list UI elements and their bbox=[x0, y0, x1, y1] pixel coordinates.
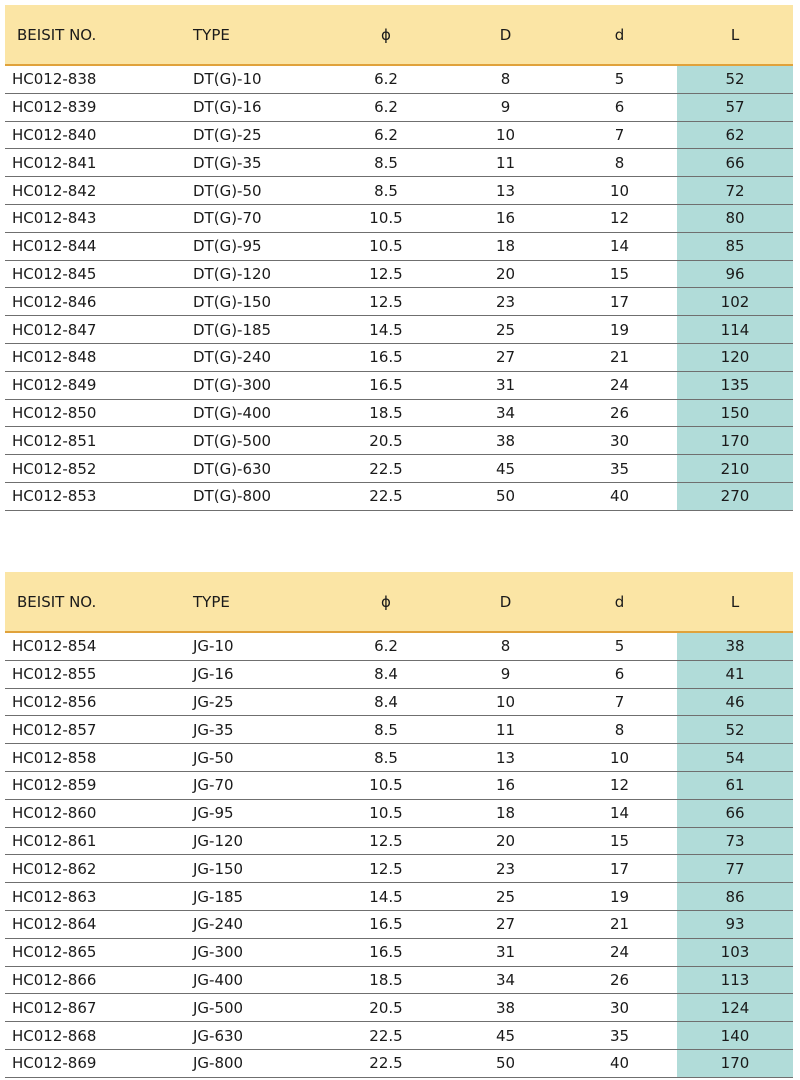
header-l: L bbox=[730, 25, 740, 44]
cell-beisit-no: HC012-865 bbox=[12, 943, 97, 962]
table-row bbox=[5, 149, 793, 177]
cell-type: DT(G)-16 bbox=[193, 98, 262, 117]
cell-d-lower: 17 bbox=[609, 292, 630, 311]
table-row bbox=[5, 233, 793, 261]
cell-d-upper: 10 bbox=[495, 125, 516, 144]
header-beisit-no: BEISIT NO. bbox=[17, 25, 97, 44]
table-row bbox=[5, 994, 793, 1022]
cell-beisit-no: HC012-846 bbox=[12, 292, 97, 311]
cell-l: 140 bbox=[677, 1022, 793, 1049]
header-type: TYPE bbox=[193, 25, 230, 44]
cell-l: 61 bbox=[677, 772, 793, 799]
cell-beisit-no: HC012-838 bbox=[12, 70, 97, 89]
cell-l: 103 bbox=[677, 939, 793, 966]
cell-phi: 12.5 bbox=[369, 292, 403, 311]
cell-beisit-no: HC012-860 bbox=[12, 804, 97, 823]
cell-l: 96 bbox=[677, 261, 793, 288]
header-d-upper: D bbox=[499, 592, 512, 611]
table-row bbox=[5, 883, 793, 911]
cell-d-lower: 6 bbox=[614, 98, 625, 117]
table-header bbox=[5, 572, 793, 633]
cell-l: 270 bbox=[677, 483, 793, 510]
cell-l: 66 bbox=[677, 149, 793, 176]
cell-d-lower: 15 bbox=[609, 831, 630, 850]
cell-phi: 22.5 bbox=[369, 459, 403, 478]
cell-l: 38 bbox=[677, 633, 793, 660]
header-d-upper: D bbox=[499, 25, 512, 44]
cell-type: DT(G)-10 bbox=[193, 70, 262, 89]
cell-l: 80 bbox=[677, 205, 793, 232]
cell-l: 150 bbox=[677, 400, 793, 427]
header-phi: ϕ bbox=[381, 25, 391, 44]
cell-d-lower: 7 bbox=[614, 125, 625, 144]
cell-l: 62 bbox=[677, 122, 793, 149]
cell-beisit-no: HC012-859 bbox=[12, 776, 97, 795]
cell-phi: 10.5 bbox=[369, 237, 403, 256]
cell-beisit-no: HC012-863 bbox=[12, 887, 97, 906]
cell-d-upper: 20 bbox=[495, 831, 516, 850]
cell-type: DT(G)-150 bbox=[193, 292, 272, 311]
cell-type: DT(G)-630 bbox=[193, 459, 272, 478]
cell-type: JG-400 bbox=[193, 970, 244, 989]
cell-beisit-no: HC012-847 bbox=[12, 320, 97, 339]
table-row bbox=[5, 316, 793, 344]
cell-d-upper: 45 bbox=[495, 1026, 516, 1045]
table-row bbox=[5, 288, 793, 316]
cell-d-upper: 34 bbox=[495, 970, 516, 989]
cell-l: 124 bbox=[677, 994, 793, 1021]
cell-phi: 14.5 bbox=[369, 887, 403, 906]
cell-d-lower: 35 bbox=[609, 1026, 630, 1045]
cell-d-lower: 8 bbox=[614, 720, 625, 739]
cell-phi: 10.5 bbox=[369, 804, 403, 823]
cell-l: 72 bbox=[677, 177, 793, 204]
cell-d-upper: 31 bbox=[495, 943, 516, 962]
cell-d-upper: 13 bbox=[495, 748, 516, 767]
cell-type: DT(G)-240 bbox=[193, 348, 272, 367]
header-d-lower: d bbox=[614, 592, 625, 611]
cell-beisit-no: HC012-856 bbox=[12, 692, 97, 711]
table-row bbox=[5, 177, 793, 205]
table-row bbox=[5, 400, 793, 428]
cell-d-upper: 16 bbox=[495, 209, 516, 228]
cell-beisit-no: HC012-853 bbox=[12, 487, 97, 506]
cell-phi: 12.5 bbox=[369, 859, 403, 878]
table-row bbox=[5, 633, 793, 661]
table-row bbox=[5, 828, 793, 856]
cell-l: 135 bbox=[677, 372, 793, 399]
cell-type: DT(G)-500 bbox=[193, 431, 272, 450]
cell-d-upper: 11 bbox=[495, 720, 516, 739]
cell-l: 93 bbox=[677, 911, 793, 938]
table-row bbox=[5, 122, 793, 150]
cell-beisit-no: HC012-849 bbox=[12, 376, 97, 395]
cell-d-upper: 9 bbox=[500, 665, 511, 684]
cell-phi: 22.5 bbox=[369, 1054, 403, 1073]
table-row bbox=[5, 1050, 793, 1078]
cell-phi: 18.5 bbox=[369, 970, 403, 989]
table-body bbox=[5, 66, 793, 511]
table-header bbox=[5, 5, 793, 66]
cell-d-upper: 38 bbox=[495, 998, 516, 1017]
cell-d-upper: 11 bbox=[495, 153, 516, 172]
cell-d-lower: 19 bbox=[609, 887, 630, 906]
cell-d-upper: 27 bbox=[495, 348, 516, 367]
table-row bbox=[5, 800, 793, 828]
cell-type: DT(G)-300 bbox=[193, 376, 272, 395]
cell-type: JG-120 bbox=[193, 831, 244, 850]
table-row bbox=[5, 661, 793, 689]
cell-beisit-no: HC012-857 bbox=[12, 720, 97, 739]
cell-d-upper: 23 bbox=[495, 292, 516, 311]
cell-phi: 6.2 bbox=[374, 70, 398, 89]
cell-type: DT(G)-95 bbox=[193, 237, 262, 256]
cell-l: 57 bbox=[677, 94, 793, 121]
cell-type: JG-70 bbox=[193, 776, 234, 795]
header-type: TYPE bbox=[193, 592, 230, 611]
cell-l: 77 bbox=[677, 855, 793, 882]
cell-phi: 18.5 bbox=[369, 403, 403, 422]
cell-d-lower: 14 bbox=[609, 804, 630, 823]
cell-d-upper: 34 bbox=[495, 403, 516, 422]
cell-phi: 10.5 bbox=[369, 776, 403, 795]
cell-d-lower: 40 bbox=[609, 1054, 630, 1073]
table-row bbox=[5, 689, 793, 717]
cell-d-lower: 10 bbox=[609, 181, 630, 200]
cell-beisit-no: HC012-868 bbox=[12, 1026, 97, 1045]
cell-d-upper: 27 bbox=[495, 915, 516, 934]
cell-phi: 6.2 bbox=[374, 125, 398, 144]
cell-l: 46 bbox=[677, 689, 793, 716]
cell-d-lower: 30 bbox=[609, 998, 630, 1017]
cell-type: JG-95 bbox=[193, 804, 234, 823]
cell-phi: 12.5 bbox=[369, 831, 403, 850]
cell-type: DT(G)-400 bbox=[193, 403, 272, 422]
cell-d-upper: 9 bbox=[500, 98, 511, 117]
header-l: L bbox=[730, 592, 740, 611]
cell-type: JG-800 bbox=[193, 1054, 244, 1073]
cell-d-lower: 19 bbox=[609, 320, 630, 339]
header-phi: ϕ bbox=[381, 592, 391, 611]
table-row bbox=[5, 772, 793, 800]
cell-phi: 6.2 bbox=[374, 98, 398, 117]
cell-beisit-no: HC012-839 bbox=[12, 98, 97, 117]
cell-type: DT(G)-35 bbox=[193, 153, 262, 172]
cell-d-lower: 30 bbox=[609, 431, 630, 450]
cell-d-upper: 13 bbox=[495, 181, 516, 200]
cell-l: 52 bbox=[677, 66, 793, 93]
header-beisit-no: BEISIT NO. bbox=[17, 592, 97, 611]
cell-phi: 8.4 bbox=[374, 665, 398, 684]
cell-type: JG-50 bbox=[193, 748, 234, 767]
cell-type: DT(G)-50 bbox=[193, 181, 262, 200]
cell-l: 120 bbox=[677, 344, 793, 371]
cell-beisit-no: HC012-869 bbox=[12, 1054, 97, 1073]
cell-d-lower: 17 bbox=[609, 859, 630, 878]
cell-type: DT(G)-185 bbox=[193, 320, 272, 339]
cell-beisit-no: HC012-852 bbox=[12, 459, 97, 478]
cell-type: JG-16 bbox=[193, 665, 234, 684]
cell-l: 41 bbox=[677, 661, 793, 688]
cell-phi: 14.5 bbox=[369, 320, 403, 339]
cell-l: 102 bbox=[677, 288, 793, 315]
cell-d-lower: 26 bbox=[609, 403, 630, 422]
cell-beisit-no: HC012-844 bbox=[12, 237, 97, 256]
cell-type: DT(G)-800 bbox=[193, 487, 272, 506]
cell-beisit-no: HC012-854 bbox=[12, 637, 97, 656]
cell-beisit-no: HC012-858 bbox=[12, 748, 97, 767]
cell-beisit-no: HC012-867 bbox=[12, 998, 97, 1017]
cell-l: 66 bbox=[677, 800, 793, 827]
table-row bbox=[5, 483, 793, 511]
cell-type: JG-35 bbox=[193, 720, 234, 739]
cell-d-upper: 20 bbox=[495, 264, 516, 283]
cell-d-lower: 5 bbox=[614, 70, 625, 89]
cell-d-lower: 15 bbox=[609, 264, 630, 283]
cell-d-lower: 6 bbox=[614, 665, 625, 684]
cell-d-upper: 18 bbox=[495, 804, 516, 823]
cell-d-upper: 8 bbox=[500, 70, 511, 89]
table-row bbox=[5, 94, 793, 122]
cell-d-lower: 21 bbox=[609, 348, 630, 367]
cell-phi: 8.5 bbox=[374, 720, 398, 739]
cell-phi: 22.5 bbox=[369, 1026, 403, 1045]
cell-l: 114 bbox=[677, 316, 793, 343]
cell-d-upper: 25 bbox=[495, 320, 516, 339]
cell-l: 86 bbox=[677, 883, 793, 910]
table-row bbox=[5, 1022, 793, 1050]
cell-type: DT(G)-120 bbox=[193, 264, 272, 283]
cell-d-upper: 50 bbox=[495, 487, 516, 506]
table-row bbox=[5, 744, 793, 772]
cell-beisit-no: HC012-843 bbox=[12, 209, 97, 228]
cell-d-upper: 45 bbox=[495, 459, 516, 478]
cell-d-upper: 10 bbox=[495, 692, 516, 711]
cell-type: DT(G)-70 bbox=[193, 209, 262, 228]
header-d-lower: d bbox=[614, 25, 625, 44]
cell-d-lower: 35 bbox=[609, 459, 630, 478]
cell-d-lower: 7 bbox=[614, 692, 625, 711]
cell-l: 170 bbox=[677, 1050, 793, 1077]
cell-beisit-no: HC012-862 bbox=[12, 859, 97, 878]
cell-l: 210 bbox=[677, 455, 793, 482]
cell-phi: 10.5 bbox=[369, 209, 403, 228]
cell-d-upper: 31 bbox=[495, 376, 516, 395]
cell-d-lower: 24 bbox=[609, 376, 630, 395]
cell-beisit-no: HC012-851 bbox=[12, 431, 97, 450]
table-row bbox=[5, 716, 793, 744]
cell-d-lower: 12 bbox=[609, 209, 630, 228]
cell-d-lower: 40 bbox=[609, 487, 630, 506]
cell-phi: 20.5 bbox=[369, 998, 403, 1017]
cell-beisit-no: HC012-840 bbox=[12, 125, 97, 144]
cell-beisit-no: HC012-864 bbox=[12, 915, 97, 934]
cell-d-lower: 10 bbox=[609, 748, 630, 767]
table-row bbox=[5, 855, 793, 883]
cell-d-upper: 23 bbox=[495, 859, 516, 878]
cell-phi: 16.5 bbox=[369, 348, 403, 367]
cell-phi: 8.5 bbox=[374, 153, 398, 172]
cell-d-upper: 50 bbox=[495, 1054, 516, 1073]
cell-l: 73 bbox=[677, 828, 793, 855]
spec-table-dtg bbox=[5, 5, 793, 511]
table-row bbox=[5, 427, 793, 455]
cell-phi: 22.5 bbox=[369, 487, 403, 506]
table-row bbox=[5, 455, 793, 483]
table-row bbox=[5, 344, 793, 372]
cell-l: 54 bbox=[677, 744, 793, 771]
cell-l: 85 bbox=[677, 233, 793, 260]
cell-beisit-no: HC012-842 bbox=[12, 181, 97, 200]
cell-l: 52 bbox=[677, 716, 793, 743]
cell-phi: 8.4 bbox=[374, 692, 398, 711]
table-row bbox=[5, 911, 793, 939]
cell-type: JG-25 bbox=[193, 692, 234, 711]
cell-l: 113 bbox=[677, 967, 793, 994]
cell-type: JG-500 bbox=[193, 998, 244, 1017]
cell-d-upper: 38 bbox=[495, 431, 516, 450]
cell-type: JG-240 bbox=[193, 915, 244, 934]
cell-phi: 16.5 bbox=[369, 915, 403, 934]
cell-d-upper: 16 bbox=[495, 776, 516, 795]
cell-beisit-no: HC012-848 bbox=[12, 348, 97, 367]
cell-phi: 20.5 bbox=[369, 431, 403, 450]
cell-type: DT(G)-25 bbox=[193, 125, 262, 144]
cell-d-upper: 25 bbox=[495, 887, 516, 906]
cell-beisit-no: HC012-845 bbox=[12, 264, 97, 283]
cell-beisit-no: HC012-850 bbox=[12, 403, 97, 422]
spec-table-jg bbox=[5, 572, 793, 1078]
cell-d-upper: 8 bbox=[500, 637, 511, 656]
cell-d-lower: 26 bbox=[609, 970, 630, 989]
table-row bbox=[5, 939, 793, 967]
cell-type: JG-630 bbox=[193, 1026, 244, 1045]
cell-beisit-no: HC012-861 bbox=[12, 831, 97, 850]
cell-beisit-no: HC012-841 bbox=[12, 153, 97, 172]
cell-phi: 6.2 bbox=[374, 637, 398, 656]
table-row bbox=[5, 967, 793, 995]
cell-d-lower: 12 bbox=[609, 776, 630, 795]
table-body bbox=[5, 633, 793, 1078]
cell-phi: 12.5 bbox=[369, 264, 403, 283]
cell-beisit-no: HC012-866 bbox=[12, 970, 97, 989]
cell-beisit-no: HC012-855 bbox=[12, 665, 97, 684]
cell-phi: 16.5 bbox=[369, 943, 403, 962]
table-row bbox=[5, 205, 793, 233]
cell-l: 170 bbox=[677, 427, 793, 454]
table-row bbox=[5, 66, 793, 94]
cell-phi: 16.5 bbox=[369, 376, 403, 395]
cell-d-lower: 14 bbox=[609, 237, 630, 256]
cell-d-lower: 8 bbox=[614, 153, 625, 172]
cell-type: JG-10 bbox=[193, 637, 234, 656]
cell-type: JG-150 bbox=[193, 859, 244, 878]
cell-type: JG-300 bbox=[193, 943, 244, 962]
cell-d-lower: 24 bbox=[609, 943, 630, 962]
cell-d-upper: 18 bbox=[495, 237, 516, 256]
cell-d-lower: 21 bbox=[609, 915, 630, 934]
cell-d-lower: 5 bbox=[614, 637, 625, 656]
cell-phi: 8.5 bbox=[374, 748, 398, 767]
table-row bbox=[5, 261, 793, 289]
table-row bbox=[5, 372, 793, 400]
cell-type: JG-185 bbox=[193, 887, 244, 906]
cell-phi: 8.5 bbox=[374, 181, 398, 200]
